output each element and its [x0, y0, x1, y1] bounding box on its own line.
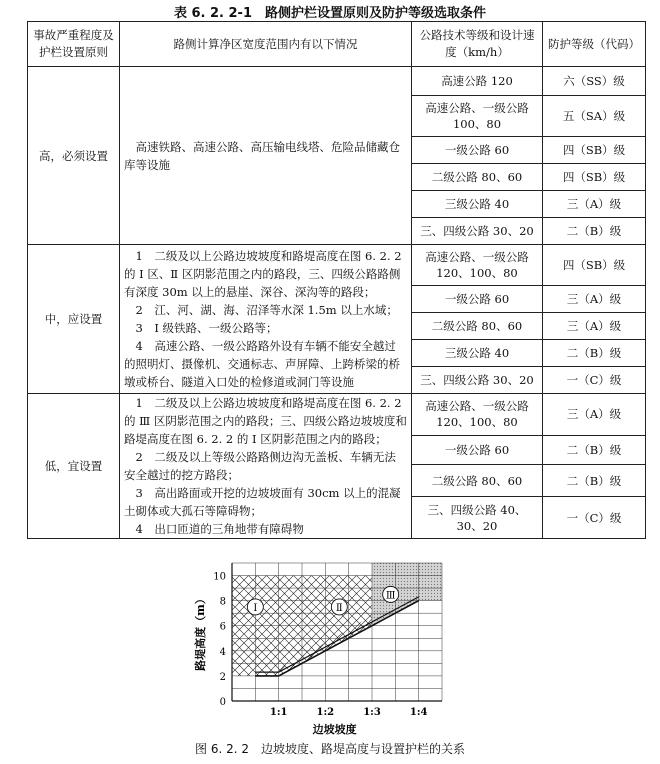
road-class-cell: 三级公路 40: [412, 191, 543, 218]
table-title: 表 6. 2. 2-1 路侧护栏设置原则及防护等级选取条件: [173, 6, 487, 21]
condition-cell: [120, 245, 412, 394]
condition-item: 4 高速公路、一级公路路外设有车辆不能安全越过的照明灯、摄像机、交通标志、声屏障、上跨桥梁的桥墩或桥台、隧道入口处的检修道或洞门等设施: [124, 339, 400, 389]
header-conditions: 路侧计算净区宽度范围内有以下情况: [120, 22, 412, 67]
road-class-cell: 二级公路 80、60: [412, 313, 543, 340]
protection-grade-cell: 二（B）级: [543, 465, 646, 497]
condition-item: 1 二级及以上公路边坡坡度和路堤高度在图 6. 2. 2 的 Ⅰ 区、Ⅱ 区阴影范围之内的路段，三、四级公路路侧有深度 30m 以上的悬崖、深谷、深沟等的路段；: [124, 249, 402, 299]
protection-grade-cell: 五（SA）级: [543, 96, 646, 137]
guardrail-table: [27, 21, 646, 539]
road-class-cell: 一级公路 60: [412, 286, 543, 313]
header-grade: 防护等级（代码）: [543, 22, 646, 67]
condition-cell: [120, 394, 412, 539]
road-class-cell: 三级公路 40: [412, 340, 543, 367]
condition-item: 2 江、河、湖、海、沼泽等水深 1.5m 以上水域；: [135, 303, 398, 317]
condition-item: 2 二级及以上等级公路路侧边沟无盖板、车辆无法安全越过的挖方路段；: [124, 450, 396, 482]
protection-grade-cell: 三（A）级: [543, 394, 646, 436]
road-class-cell: 高速公路、一级公路 120、100、80: [412, 394, 543, 436]
protection-grade-cell: 二（B）级: [543, 435, 646, 465]
slope-height-chart: [190, 553, 480, 743]
zone-label: Ⅰ: [253, 602, 258, 614]
condition-item: 1 二级及以上公路边坡坡度和路堤高度在图 6. 2. 2 的 Ⅲ 区阴影范围之内的路段；三、四级公路边坡坡度和路堤高度在图 6. 2. 2 的 Ⅰ 区阴影范围之内的路段；: [124, 396, 407, 446]
zone-label: Ⅱ: [335, 602, 343, 614]
protection-grade-cell: 二（B）级: [543, 218, 646, 245]
severity-level: 低，宜设置: [28, 394, 120, 539]
protection-grade-cell: 一（C）级: [543, 367, 646, 394]
y-tick-label: 6: [219, 621, 226, 633]
protection-grade-cell: 四（SB）级: [543, 164, 646, 191]
protection-grade-cell: 四（SB）级: [543, 245, 646, 286]
header-row: [28, 22, 646, 67]
figure-caption: 图 6. 2. 2 边坡坡度、路堤高度与设置护栏的关系: [195, 742, 465, 756]
road-class-cell: 二级公路 80、60: [412, 164, 543, 191]
x-tick-label: 1:4: [409, 707, 428, 718]
protection-grade-cell: 三（A）级: [543, 191, 646, 218]
protection-grade-cell: 一（C）级: [543, 497, 646, 539]
header-level: 事故严重程度及护栏设置原则: [28, 22, 120, 67]
severity-level: 高，必须设置: [28, 67, 120, 245]
table-row: [28, 67, 646, 96]
y-tick-label: 2: [219, 671, 226, 683]
protection-grade-cell: 二（B）级: [543, 340, 646, 367]
condition-item: 3 Ⅰ 级铁路、一级公路等；: [135, 321, 278, 335]
protection-grade-cell: 四（SB）级: [543, 137, 646, 164]
protection-grade-cell: 三（A）级: [543, 286, 646, 313]
condition-cell: [120, 67, 412, 245]
road-class-cell: 高速公路、一级公路 100、80: [412, 96, 543, 137]
y-tick-label: 0: [219, 697, 226, 708]
condition-item: 高速铁路、高速公路、高压输电线塔、危险品储藏仓库等设施: [124, 139, 400, 172]
y-tick-label: 4: [219, 646, 226, 658]
road-class-cell: 三、四级公路 40、30、20: [412, 497, 543, 539]
protection-grade-cell: 三（A）级: [543, 313, 646, 340]
road-class-cell: 一级公路 60: [412, 435, 543, 465]
x-tick-label: 1:2: [316, 707, 335, 718]
zone-3-top: [372, 563, 442, 576]
road-class-cell: 三、四级公路 30、20: [412, 218, 543, 245]
x-axis-label: 边坡坡度: [312, 723, 357, 736]
y-tick-label: 10: [213, 571, 226, 583]
y-axis-label: 路堤高度（m）: [194, 593, 207, 671]
road-class-cell: 三、四级公路 30、20: [412, 367, 543, 394]
table-row: [28, 394, 646, 436]
condition-item: 3 高出路面或开挖的边坡坡面有 30cm 以上的混凝土砌体或大孤石等障碍物；: [124, 486, 401, 518]
protection-grade-cell: 六（SS）级: [543, 67, 646, 96]
condition-item: 4 出口匝道的三角地带有障碍物: [135, 522, 304, 536]
road-class-cell: 高速公路、一级公路 120、100、80: [412, 245, 543, 286]
zone-label: Ⅲ: [385, 590, 396, 602]
slope-height-figure: [190, 553, 480, 743]
road-class-cell: 一级公路 60: [412, 137, 543, 164]
table-row: [28, 245, 646, 286]
severity-level: 中，应设置: [28, 245, 120, 394]
y-tick-label: 8: [219, 596, 226, 608]
road-class-cell: 高速公路 120: [412, 67, 543, 96]
road-class-cell: 二级公路 80、60: [412, 465, 543, 497]
x-tick-label: 1:3: [363, 707, 381, 718]
x-tick-label: 1:1: [269, 707, 288, 718]
header-road-class: 公路技术等级和设计速度（km/h）: [412, 22, 543, 67]
